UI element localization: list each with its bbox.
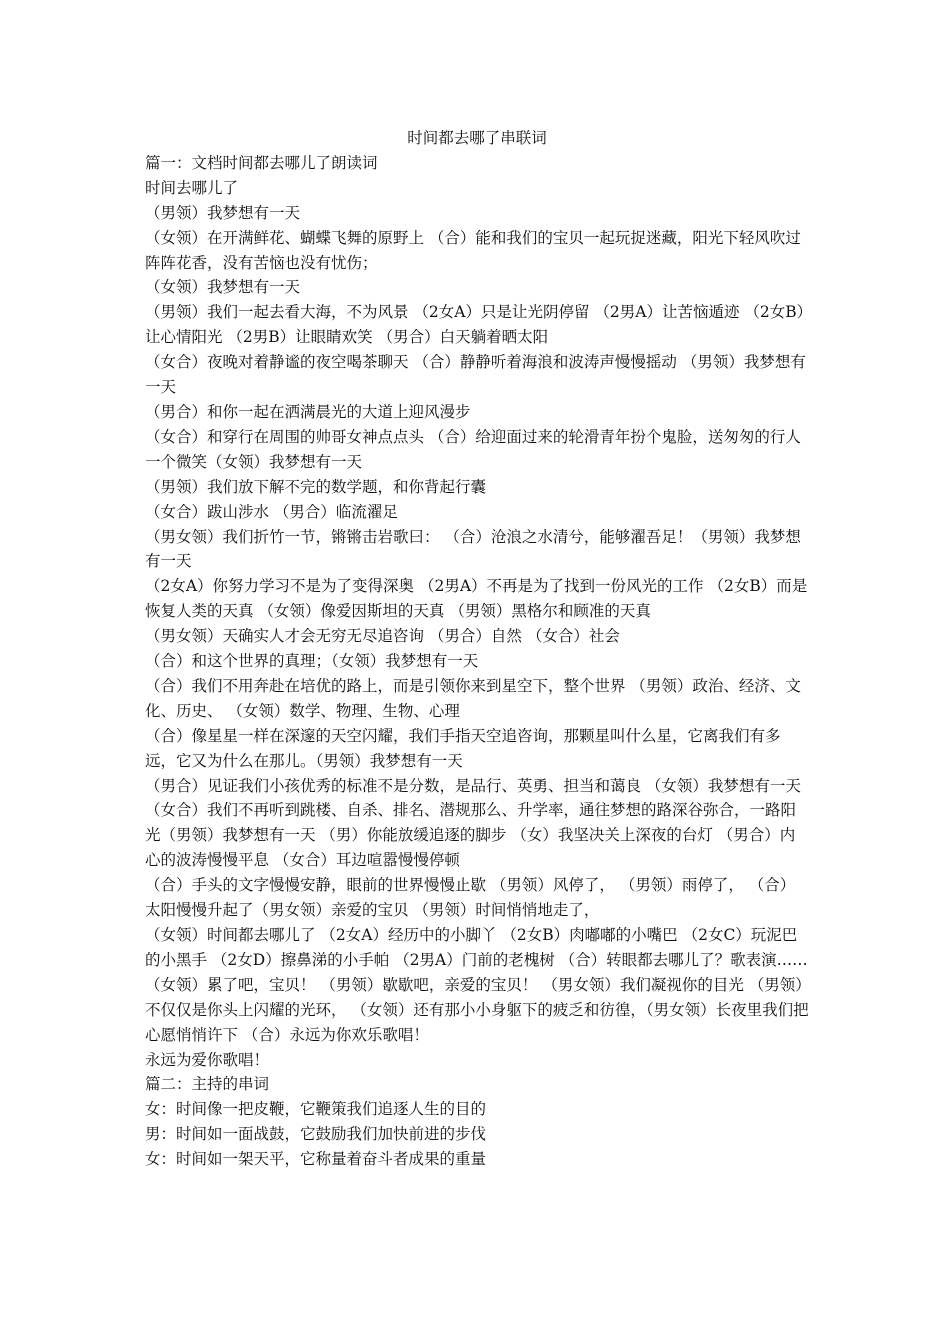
paragraph: 女：时间如一架天平，它称量着奋斗者成果的重量	[145, 1150, 487, 1169]
paragraph: （男合）和你一起在洒满晨光的大道上迎风漫步	[145, 402, 471, 421]
paragraph: （合）手头的文字慢慢安静，眼前的世界慢慢止歇 （男领）风停了， （男领）雨停了， （合）太阳慢慢升起了（男女领）亲爱的宝贝 （男领）时间悄悄地走了，	[145, 876, 796, 920]
paragraph: （合）和这个世界的真理；（女领）我梦想有一天	[145, 652, 479, 671]
paragraph: 男：时间如一面战鼓，它鼓励我们加快前进的步伐	[145, 1125, 487, 1144]
paragraph: （男女领）天确实人才会无穷无尽追咨询 （男合）自然 （女合）社会	[145, 627, 620, 646]
paragraph: （男合）见证我们小孩优秀的标准不是分数，是品行、英勇、担当和蔼良 （女领）我梦想有一天	[145, 776, 801, 795]
paragraph: 时间去哪儿了	[145, 178, 239, 197]
paragraph: （女领）在开满鲜花、蝴蝶飞舞的原野上 （合）能和我们的宝贝一起玩捉迷藏，阳光下轻风吹过阵阵花香，没有苦恼也没有忧伤；	[145, 228, 801, 272]
paragraph: （女合）我们不再听到跳楼、自杀、排名、潜规那么、升学率，通往梦想的路深谷弥合，一路阳光（男领）我梦想有一天 （男）你能放缓追逐的脚步 （女）我坚决关上深夜的台灯 （男合）内心的波涛慢慢平息 （女合）耳边喧嚣慢慢停顿	[145, 801, 797, 870]
paragraph: 女：时间像一把皮鞭，它鞭策我们追逐人生的目的	[145, 1100, 487, 1119]
paragraph: （女合）夜晚对着静谧的夜空喝茶聊天 （合）静静听着海浪和波涛声慢慢摇动 （男领）我梦想有一天	[145, 353, 806, 397]
paragraph: （女领）我梦想有一天	[145, 278, 301, 297]
paragraph: 篇一：文档时间都去哪儿了朗读词	[145, 153, 378, 172]
paragraph: （男领）我梦想有一天	[145, 203, 301, 222]
section-heading: 篇二：主持的串词	[145, 1075, 270, 1094]
paragraph: （女合）跋山涉水 （男合）临流濯足	[145, 502, 398, 521]
paragraph: （合）我们不用奔赴在培优的路上，而是引领你来到星空下，整个世界 （男领）政治、经济、文化、历史、 （女领）数学、物理、生物、心理	[145, 676, 801, 720]
paragraph: （女领）时间都去哪儿了 （2女A）经历中的小脚丫 （2女B）肉嘟嘟的小嘴巴 （2女C）玩泥巴的小黑手 （2女D）擦鼻涕的小手帕 （2男A）门前的老槐树 （合）转眼都去哪儿了？歌表演……	[145, 926, 808, 969]
paragraph: （男领）我们一起去看大海，不为风景 （2女A）只是让光阴停留 （2男A）让苦恼遁迹 （2女B）让心情阳光 （2男B）让眼睛欢笑 （男合）白天躺着晒太阳	[145, 303, 805, 347]
paragraph: （男领）我们放下解不完的数学题，和你背起行囊	[145, 477, 487, 496]
document-title: 时间都去哪了串联词	[407, 129, 547, 147]
paragraph: 永远为爱你歌唱！	[145, 1050, 270, 1069]
paragraph: （2女A）你努力学习不是为了变得深奥 （2男A）不再是为了找到一份风光的工作 （2女B）而是恢复人类的天真 （女领）像爱因斯坦的天真 （男领）黑格尔和顾准的天真	[145, 577, 808, 621]
document-body	[145, 126, 809, 1172]
paragraph: （合）像星星一样在深邃的天空闪耀，我们手指天空追咨询，那颗星叫什么星，它离我们有多远，它又为什么在那儿。（男领）我梦想有一天	[145, 726, 781, 770]
paragraph: （女领）累了吧，宝贝！ （男领）歇歇吧，亲爱的宝贝！ （男女领）我们凝视你的目光 （男领）不仅仅是你头上闪耀的光环， （女领）还有那小小身躯下的疲乏和彷徨，（男女领）长夜里我们把心愿悄悄许下 （合）永远为你欢乐歌唱！	[145, 975, 809, 1044]
paragraph: （男女领）我们折竹一节，锵锵击岩歌曰： （合）沧浪之水清兮，能够濯吾足！（男领）我梦想有一天	[145, 527, 801, 571]
paragraph: （女合）和穿行在周围的帅哥女神点点头 （合）给迎面过来的轮滑青年扮个鬼脸，送匆匆的行人一个微笑（女领）我梦想有一天	[145, 427, 801, 471]
